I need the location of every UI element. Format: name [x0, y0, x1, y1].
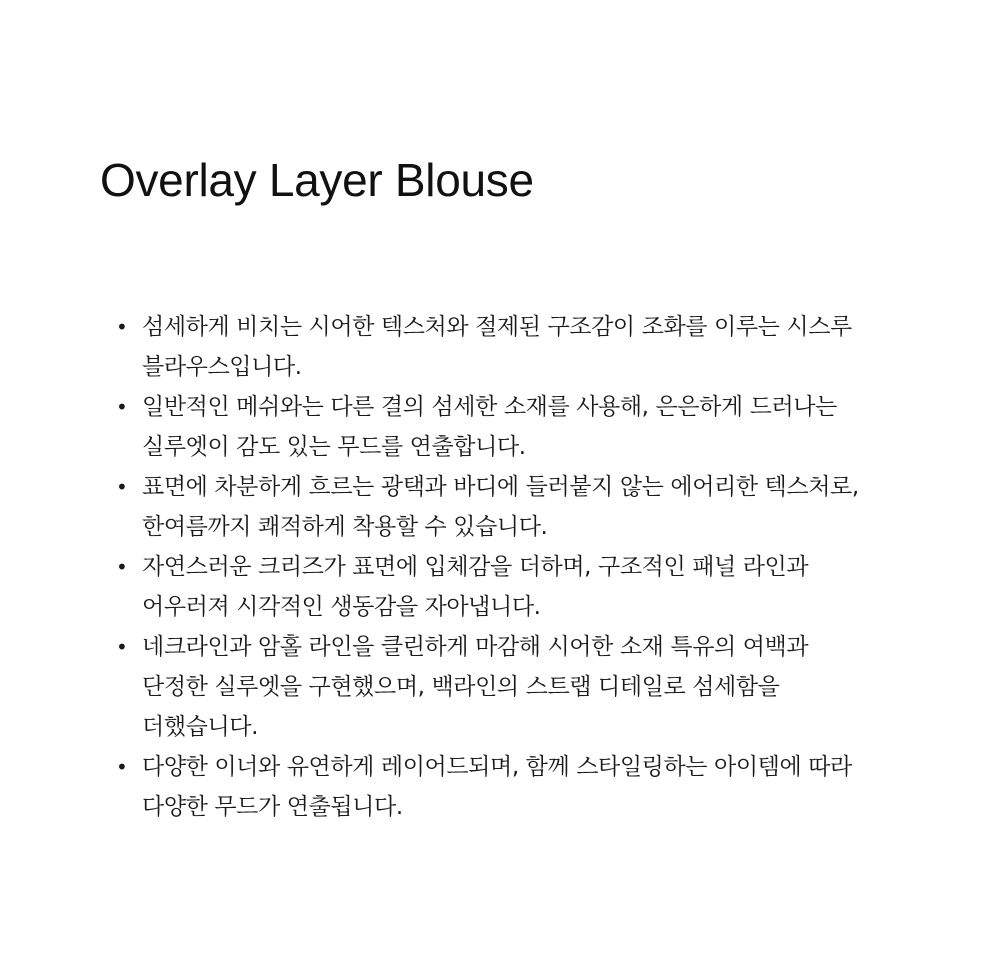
- feature-text: 네크라인과 암홀 라인을 클린하게 마감해 시어한 소재 특유의 여백과 단정한 실루엣을 구현했으며, 백라인의 스트랩 디테일로 섬세함을 더했습니다.: [142, 634, 809, 740]
- product-title: Overlay Layer Blouse: [100, 154, 534, 206]
- bullet-icon: •: [116, 635, 128, 659]
- bullet-icon: •: [116, 395, 128, 419]
- feature-item: [100, 547, 860, 627]
- feature-list: [100, 307, 860, 827]
- feature-item: [100, 387, 860, 467]
- feature-item: [100, 627, 860, 747]
- feature-text: 일반적인 메쉬와는 다른 결의 섬세한 소재를 사용해, 은은하게 드러나는 실루엣이 감도 있는 무드를 연출합니다.: [142, 394, 837, 460]
- feature-text: 섬세하게 비치는 시어한 텍스처와 절제된 구조감이 조화를 이루는 시스루 블라우스입니다.: [142, 314, 852, 380]
- bullet-icon: •: [116, 755, 128, 779]
- bullet-icon: •: [116, 315, 128, 339]
- bullet-icon: •: [116, 475, 128, 499]
- feature-text: 다양한 이너와 유연하게 레이어드되며, 함께 스타일링하는 아이템에 따라 다양한 무드가 연출됩니다.: [142, 754, 852, 820]
- feature-item: [100, 307, 860, 387]
- feature-item: [100, 467, 860, 547]
- feature-text: 자연스러운 크리즈가 표면에 입체감을 더하며, 구조적인 패널 라인과 어우러져 시각적인 생동감을 자아냅니다.: [142, 554, 809, 620]
- bullet-icon: •: [116, 555, 128, 579]
- feature-item: [100, 747, 860, 827]
- feature-text: 표면에 차분하게 흐르는 광택과 바디에 들러붙지 않는 에어리한 텍스처로, 한여름까지 쾌적하게 착용할 수 있습니다.: [142, 474, 859, 540]
